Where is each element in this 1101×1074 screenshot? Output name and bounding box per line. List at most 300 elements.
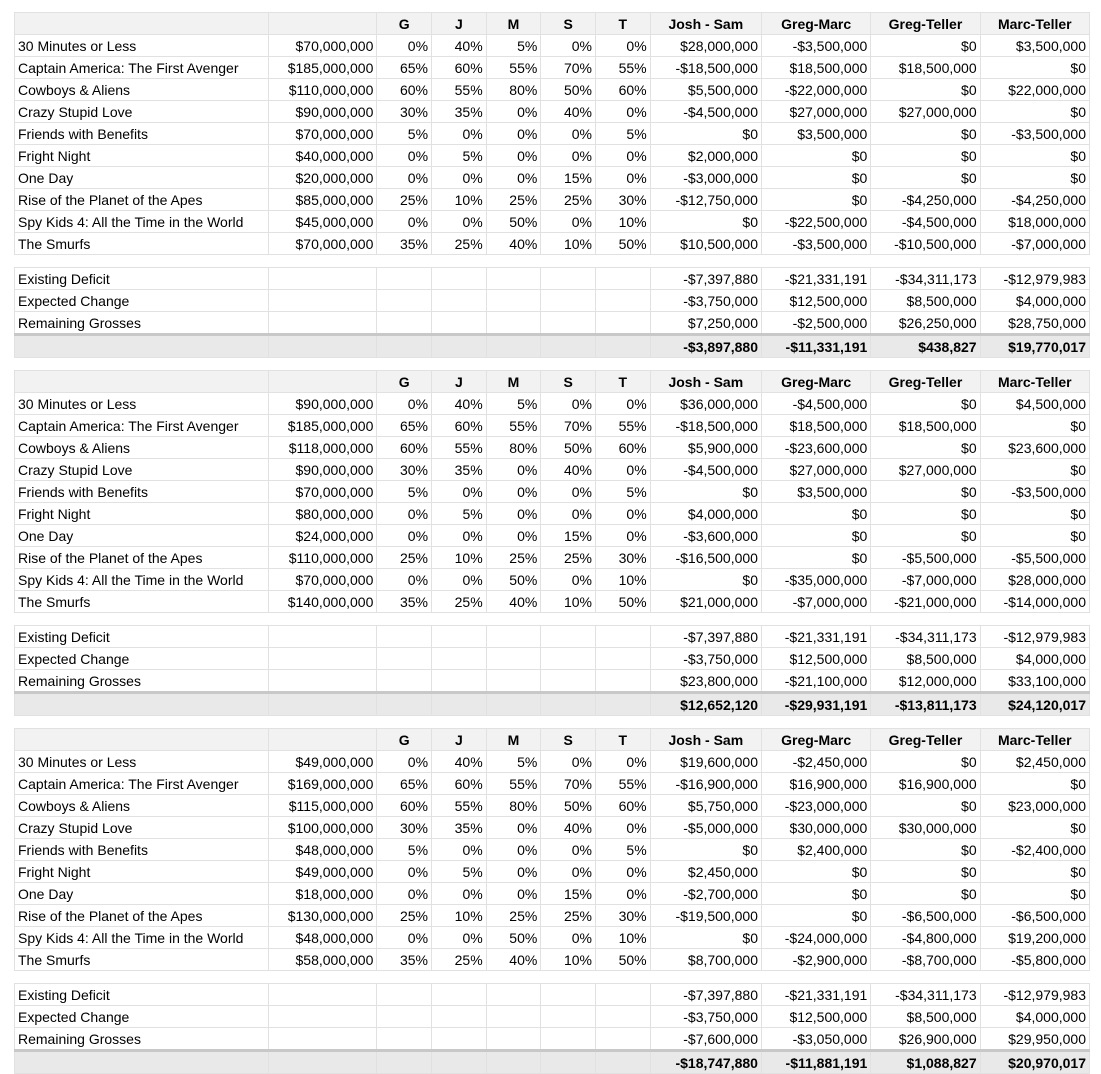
percent-cell[interactable]: 0% (541, 393, 596, 415)
column-header-cell[interactable]: Marc-Teller (980, 371, 1089, 393)
percent-cell[interactable]: 0% (486, 101, 541, 123)
summary-value-cell[interactable]: $33,100,000 (980, 670, 1089, 693)
split-value-cell[interactable]: $2,450,000 (650, 861, 761, 883)
percent-cell[interactable]: 60% (595, 79, 650, 101)
percent-cell[interactable]: 0% (432, 123, 487, 145)
split-value-cell[interactable]: $0 (871, 393, 980, 415)
percent-cell[interactable]: 40% (486, 591, 541, 613)
split-value-cell[interactable]: $27,000,000 (761, 101, 870, 123)
empty-cell[interactable] (15, 335, 269, 358)
percent-cell[interactable]: 5% (377, 481, 432, 503)
gross-cell[interactable]: $70,000,000 (269, 123, 377, 145)
percent-cell[interactable]: 5% (595, 481, 650, 503)
movie-title-cell[interactable]: 30 Minutes or Less (15, 35, 269, 57)
percent-cell[interactable]: 0% (595, 817, 650, 839)
total-value-cell[interactable]: $19,770,017 (980, 335, 1089, 358)
empty-cell[interactable] (269, 613, 377, 626)
split-value-cell[interactable]: $0 (980, 57, 1089, 79)
gross-cell[interactable]: $49,000,000 (269, 861, 377, 883)
percent-cell[interactable]: 10% (541, 949, 596, 971)
summary-value-cell[interactable]: -$2,500,000 (761, 312, 870, 335)
split-value-cell[interactable]: $2,000,000 (650, 145, 761, 167)
split-value-cell[interactable]: $0 (871, 123, 980, 145)
percent-cell[interactable]: 0% (595, 35, 650, 57)
split-value-cell[interactable]: -$5,800,000 (980, 949, 1089, 971)
split-value-cell[interactable]: $0 (871, 79, 980, 101)
empty-cell[interactable] (486, 984, 541, 1006)
split-value-cell[interactable]: -$35,000,000 (761, 569, 870, 591)
empty-cell[interactable] (486, 255, 541, 268)
empty-cell[interactable] (15, 971, 269, 984)
percent-cell[interactable]: 55% (595, 57, 650, 79)
split-value-cell[interactable]: $5,750,000 (650, 795, 761, 817)
total-value-cell[interactable]: $1,088,827 (871, 1051, 980, 1074)
empty-cell[interactable] (541, 335, 596, 358)
empty-cell[interactable] (432, 626, 487, 648)
summary-label-cell[interactable]: Existing Deficit (15, 984, 269, 1006)
split-value-cell[interactable]: -$4,800,000 (871, 927, 980, 949)
empty-cell[interactable] (486, 670, 541, 693)
summary-label-cell[interactable]: Remaining Grosses (15, 670, 269, 693)
percent-cell[interactable]: 0% (432, 525, 487, 547)
summary-value-cell[interactable]: $4,000,000 (980, 290, 1089, 312)
empty-cell[interactable] (432, 1006, 487, 1028)
split-value-cell[interactable]: -$4,500,000 (761, 393, 870, 415)
split-value-cell[interactable]: $5,900,000 (650, 437, 761, 459)
percent-cell[interactable]: 0% (377, 145, 432, 167)
total-value-cell[interactable]: -$18,747,880 (650, 1051, 761, 1074)
percent-cell[interactable]: 40% (486, 233, 541, 255)
empty-cell[interactable] (541, 613, 596, 626)
empty-cell[interactable] (541, 984, 596, 1006)
gross-cell[interactable]: $45,000,000 (269, 211, 377, 233)
split-value-cell[interactable]: $0 (980, 101, 1089, 123)
summary-value-cell[interactable]: $12,500,000 (761, 648, 870, 670)
percent-cell[interactable]: 65% (377, 415, 432, 437)
split-value-cell[interactable]: -$4,500,000 (871, 211, 980, 233)
split-value-cell[interactable]: $3,500,000 (980, 35, 1089, 57)
percent-cell[interactable]: 5% (377, 123, 432, 145)
percent-cell[interactable]: 30% (595, 547, 650, 569)
empty-cell[interactable] (541, 1051, 596, 1074)
split-value-cell[interactable]: $0 (761, 145, 870, 167)
empty-cell[interactable] (595, 255, 650, 268)
percent-cell[interactable]: 0% (377, 525, 432, 547)
split-value-cell[interactable]: $21,000,000 (650, 591, 761, 613)
summary-value-cell[interactable]: $23,800,000 (650, 670, 761, 693)
empty-cell[interactable] (595, 984, 650, 1006)
movie-title-cell[interactable]: Fright Night (15, 145, 269, 167)
summary-value-cell[interactable]: $4,000,000 (980, 648, 1089, 670)
total-value-cell[interactable]: $12,652,120 (650, 693, 761, 716)
summary-value-cell[interactable]: $26,900,000 (871, 1028, 980, 1051)
empty-cell[interactable] (486, 1028, 541, 1051)
split-value-cell[interactable]: $0 (761, 503, 870, 525)
empty-cell[interactable] (595, 670, 650, 693)
split-value-cell[interactable]: $16,900,000 (871, 773, 980, 795)
empty-cell[interactable] (432, 312, 487, 335)
split-value-cell[interactable]: -$6,500,000 (980, 905, 1089, 927)
percent-cell[interactable]: 10% (595, 927, 650, 949)
percent-cell[interactable]: 5% (432, 503, 487, 525)
percent-cell[interactable]: 5% (377, 839, 432, 861)
split-value-cell[interactable]: $2,450,000 (980, 751, 1089, 773)
percent-cell[interactable]: 35% (377, 233, 432, 255)
split-value-cell[interactable]: -$16,500,000 (650, 547, 761, 569)
split-value-cell[interactable]: $5,500,000 (650, 79, 761, 101)
column-header-cell[interactable]: T (595, 729, 650, 751)
percent-cell[interactable]: 0% (486, 817, 541, 839)
split-value-cell[interactable]: $28,000,000 (650, 35, 761, 57)
empty-cell[interactable] (432, 648, 487, 670)
empty-cell[interactable] (377, 648, 432, 670)
split-value-cell[interactable]: -$22,500,000 (761, 211, 870, 233)
percent-cell[interactable]: 0% (541, 839, 596, 861)
total-value-cell[interactable]: -$13,811,173 (871, 693, 980, 716)
split-value-cell[interactable]: $27,000,000 (871, 101, 980, 123)
empty-cell[interactable] (541, 290, 596, 312)
percent-cell[interactable]: 0% (541, 481, 596, 503)
empty-cell[interactable] (595, 290, 650, 312)
empty-cell[interactable] (650, 613, 761, 626)
percent-cell[interactable]: 55% (595, 773, 650, 795)
split-value-cell[interactable]: $19,200,000 (980, 927, 1089, 949)
empty-cell[interactable] (432, 984, 487, 1006)
split-value-cell[interactable]: $0 (761, 905, 870, 927)
movie-title-cell[interactable]: Crazy Stupid Love (15, 459, 269, 481)
percent-cell[interactable]: 25% (486, 189, 541, 211)
split-value-cell[interactable]: -$24,000,000 (761, 927, 870, 949)
column-header-cell[interactable]: S (541, 371, 596, 393)
percent-cell[interactable]: 10% (432, 547, 487, 569)
gross-cell[interactable]: $185,000,000 (269, 415, 377, 437)
empty-cell[interactable] (980, 613, 1089, 626)
percent-cell[interactable]: 0% (486, 839, 541, 861)
empty-cell[interactable] (595, 335, 650, 358)
empty-cell[interactable] (432, 670, 487, 693)
percent-cell[interactable]: 70% (541, 773, 596, 795)
movie-title-cell[interactable]: Cowboys & Aliens (15, 79, 269, 101)
split-value-cell[interactable]: -$8,700,000 (871, 949, 980, 971)
split-value-cell[interactable]: -$3,500,000 (761, 233, 870, 255)
empty-cell[interactable] (432, 1028, 487, 1051)
percent-cell[interactable]: 0% (595, 503, 650, 525)
empty-cell[interactable] (486, 693, 541, 716)
percent-cell[interactable]: 0% (595, 459, 650, 481)
gross-cell[interactable]: $115,000,000 (269, 795, 377, 817)
split-value-cell[interactable]: $27,000,000 (871, 459, 980, 481)
empty-cell[interactable] (871, 613, 980, 626)
empty-cell[interactable] (595, 1006, 650, 1028)
empty-cell[interactable] (432, 335, 487, 358)
split-value-cell[interactable]: -$23,600,000 (761, 437, 870, 459)
empty-cell[interactable] (269, 1028, 377, 1051)
empty-cell[interactable] (541, 268, 596, 290)
percent-cell[interactable]: 25% (541, 547, 596, 569)
column-header-cell[interactable]: Josh - Sam (650, 729, 761, 751)
split-value-cell[interactable]: -$4,500,000 (650, 101, 761, 123)
summary-value-cell[interactable]: -$12,979,983 (980, 268, 1089, 290)
split-value-cell[interactable]: $16,900,000 (761, 773, 870, 795)
summary-value-cell[interactable]: -$21,331,191 (761, 626, 870, 648)
movie-title-cell[interactable]: Spy Kids 4: All the Time in the World (15, 927, 269, 949)
split-value-cell[interactable]: $18,500,000 (871, 415, 980, 437)
percent-cell[interactable]: 50% (595, 233, 650, 255)
percent-cell[interactable]: 25% (541, 905, 596, 927)
summary-value-cell[interactable]: -$34,311,173 (871, 268, 980, 290)
percent-cell[interactable]: 80% (486, 79, 541, 101)
gross-cell[interactable]: $110,000,000 (269, 79, 377, 101)
empty-cell[interactable] (432, 290, 487, 312)
split-value-cell[interactable]: -$2,400,000 (980, 839, 1089, 861)
split-value-cell[interactable]: -$4,250,000 (871, 189, 980, 211)
summary-value-cell[interactable]: -$34,311,173 (871, 984, 980, 1006)
column-header-cell[interactable]: M (486, 371, 541, 393)
gross-cell[interactable]: $70,000,000 (269, 481, 377, 503)
column-header-cell[interactable]: Greg-Teller (871, 371, 980, 393)
percent-cell[interactable]: 0% (541, 503, 596, 525)
empty-cell[interactable] (541, 670, 596, 693)
summary-value-cell[interactable]: $7,250,000 (650, 312, 761, 335)
empty-cell[interactable] (541, 693, 596, 716)
total-value-cell[interactable]: -$29,931,191 (761, 693, 870, 716)
empty-cell[interactable] (377, 1051, 432, 1074)
empty-cell[interactable] (269, 984, 377, 1006)
empty-cell[interactable] (432, 971, 487, 984)
split-value-cell[interactable]: $3,500,000 (761, 123, 870, 145)
movie-title-cell[interactable]: One Day (15, 525, 269, 547)
split-value-cell[interactable]: $0 (650, 569, 761, 591)
gross-cell[interactable]: $100,000,000 (269, 817, 377, 839)
split-value-cell[interactable]: $0 (761, 167, 870, 189)
percent-cell[interactable]: 25% (432, 949, 487, 971)
empty-cell[interactable] (377, 626, 432, 648)
empty-cell[interactable] (486, 626, 541, 648)
percent-cell[interactable]: 50% (486, 211, 541, 233)
split-value-cell[interactable]: $18,500,000 (761, 57, 870, 79)
column-header-cell[interactable]: J (432, 371, 487, 393)
percent-cell[interactable]: 0% (377, 503, 432, 525)
summary-value-cell[interactable]: $12,500,000 (761, 290, 870, 312)
movie-title-cell[interactable]: Captain America: The First Avenger (15, 57, 269, 79)
percent-cell[interactable]: 35% (377, 591, 432, 613)
percent-cell[interactable]: 10% (541, 591, 596, 613)
column-header-cell[interactable] (15, 729, 269, 751)
split-value-cell[interactable]: $0 (871, 167, 980, 189)
empty-cell[interactable] (541, 312, 596, 335)
split-value-cell[interactable]: $18,500,000 (871, 57, 980, 79)
percent-cell[interactable]: 0% (432, 481, 487, 503)
split-value-cell[interactable]: $0 (980, 861, 1089, 883)
split-value-cell[interactable]: $0 (980, 883, 1089, 905)
split-value-cell[interactable]: -$22,000,000 (761, 79, 870, 101)
empty-cell[interactable] (269, 648, 377, 670)
empty-cell[interactable] (377, 255, 432, 268)
split-value-cell[interactable]: $0 (980, 503, 1089, 525)
gross-cell[interactable]: $24,000,000 (269, 525, 377, 547)
percent-cell[interactable]: 0% (595, 393, 650, 415)
percent-cell[interactable]: 0% (377, 883, 432, 905)
empty-cell[interactable] (269, 1051, 377, 1074)
summary-value-cell[interactable]: $4,000,000 (980, 1006, 1089, 1028)
empty-cell[interactable] (486, 312, 541, 335)
split-value-cell[interactable]: $36,000,000 (650, 393, 761, 415)
percent-cell[interactable]: 5% (486, 751, 541, 773)
empty-cell[interactable] (269, 693, 377, 716)
movie-title-cell[interactable]: Rise of the Planet of the Apes (15, 547, 269, 569)
summary-label-cell[interactable]: Remaining Grosses (15, 1028, 269, 1051)
split-value-cell[interactable]: $0 (980, 167, 1089, 189)
split-value-cell[interactable]: -$3,000,000 (650, 167, 761, 189)
summary-value-cell[interactable]: $26,250,000 (871, 312, 980, 335)
empty-cell[interactable] (761, 255, 870, 268)
empty-cell[interactable] (541, 626, 596, 648)
gross-cell[interactable]: $18,000,000 (269, 883, 377, 905)
gross-cell[interactable]: $90,000,000 (269, 393, 377, 415)
summary-label-cell[interactable]: Remaining Grosses (15, 312, 269, 335)
gross-cell[interactable]: $20,000,000 (269, 167, 377, 189)
movie-title-cell[interactable]: The Smurfs (15, 233, 269, 255)
column-header-cell[interactable]: Greg-Marc (761, 13, 870, 35)
gross-cell[interactable]: $140,000,000 (269, 591, 377, 613)
split-value-cell[interactable]: $0 (871, 35, 980, 57)
percent-cell[interactable]: 0% (541, 211, 596, 233)
split-value-cell[interactable]: $0 (871, 145, 980, 167)
split-value-cell[interactable]: $0 (871, 751, 980, 773)
gross-cell[interactable]: $110,000,000 (269, 547, 377, 569)
column-header-cell[interactable]: G (377, 729, 432, 751)
summary-value-cell[interactable]: $29,950,000 (980, 1028, 1089, 1051)
empty-cell[interactable] (486, 1006, 541, 1028)
split-value-cell[interactable]: $0 (761, 861, 870, 883)
column-header-cell[interactable]: Marc-Teller (980, 729, 1089, 751)
percent-cell[interactable]: 5% (432, 861, 487, 883)
empty-cell[interactable] (871, 971, 980, 984)
column-header-cell[interactable]: Marc-Teller (980, 13, 1089, 35)
empty-cell[interactable] (650, 255, 761, 268)
percent-cell[interactable]: 0% (486, 883, 541, 905)
column-header-cell[interactable] (269, 729, 377, 751)
split-value-cell[interactable]: $0 (871, 437, 980, 459)
gross-cell[interactable]: $90,000,000 (269, 459, 377, 481)
percent-cell[interactable]: 25% (377, 547, 432, 569)
split-value-cell[interactable]: -$12,750,000 (650, 189, 761, 211)
empty-cell[interactable] (269, 312, 377, 335)
percent-cell[interactable]: 65% (377, 773, 432, 795)
percent-cell[interactable]: 0% (432, 927, 487, 949)
percent-cell[interactable]: 5% (486, 393, 541, 415)
empty-cell[interactable] (377, 971, 432, 984)
column-header-cell[interactable]: Josh - Sam (650, 371, 761, 393)
percent-cell[interactable]: 60% (595, 437, 650, 459)
empty-cell[interactable] (486, 1051, 541, 1074)
percent-cell[interactable]: 10% (595, 211, 650, 233)
empty-cell[interactable] (486, 335, 541, 358)
split-value-cell[interactable]: -$2,450,000 (761, 751, 870, 773)
column-header-cell[interactable]: S (541, 729, 596, 751)
split-value-cell[interactable]: $0 (871, 861, 980, 883)
percent-cell[interactable]: 30% (377, 459, 432, 481)
percent-cell[interactable]: 55% (595, 415, 650, 437)
percent-cell[interactable]: 70% (541, 415, 596, 437)
split-value-cell[interactable]: -$3,500,000 (761, 35, 870, 57)
summary-value-cell[interactable]: -$3,750,000 (650, 290, 761, 312)
movie-title-cell[interactable]: 30 Minutes or Less (15, 751, 269, 773)
percent-cell[interactable]: 10% (595, 569, 650, 591)
percent-cell[interactable]: 5% (432, 145, 487, 167)
summary-value-cell[interactable]: -$7,397,880 (650, 626, 761, 648)
movie-title-cell[interactable]: Captain America: The First Avenger (15, 415, 269, 437)
column-header-cell[interactable]: Greg-Teller (871, 13, 980, 35)
split-value-cell[interactable]: -$4,250,000 (980, 189, 1089, 211)
split-value-cell[interactable]: $0 (761, 883, 870, 905)
summary-value-cell[interactable]: -$21,331,191 (761, 984, 870, 1006)
percent-cell[interactable]: 55% (432, 437, 487, 459)
percent-cell[interactable]: 0% (595, 101, 650, 123)
split-value-cell[interactable]: $0 (761, 525, 870, 547)
split-value-cell[interactable]: -$2,900,000 (761, 949, 870, 971)
split-value-cell[interactable]: $30,000,000 (761, 817, 870, 839)
empty-cell[interactable] (377, 1028, 432, 1051)
percent-cell[interactable]: 35% (432, 817, 487, 839)
empty-cell[interactable] (269, 626, 377, 648)
percent-cell[interactable]: 60% (432, 773, 487, 795)
empty-cell[interactable] (15, 693, 269, 716)
total-value-cell[interactable]: $24,120,017 (980, 693, 1089, 716)
empty-cell[interactable] (269, 971, 377, 984)
empty-cell[interactable] (377, 268, 432, 290)
percent-cell[interactable]: 60% (432, 415, 487, 437)
summary-value-cell[interactable]: -$21,100,000 (761, 670, 870, 693)
percent-cell[interactable]: 30% (595, 189, 650, 211)
summary-value-cell[interactable]: $12,500,000 (761, 1006, 870, 1028)
percent-cell[interactable]: 55% (486, 415, 541, 437)
summary-value-cell[interactable]: $8,500,000 (871, 648, 980, 670)
split-value-cell[interactable]: -$21,000,000 (871, 591, 980, 613)
gross-cell[interactable]: $130,000,000 (269, 905, 377, 927)
percent-cell[interactable]: 35% (377, 949, 432, 971)
split-value-cell[interactable]: $0 (980, 459, 1089, 481)
split-value-cell[interactable]: $0 (761, 189, 870, 211)
percent-cell[interactable]: 0% (595, 883, 650, 905)
percent-cell[interactable]: 65% (377, 57, 432, 79)
empty-cell[interactable] (650, 971, 761, 984)
summary-value-cell[interactable]: -$34,311,173 (871, 626, 980, 648)
empty-cell[interactable] (15, 613, 269, 626)
percent-cell[interactable]: 0% (486, 459, 541, 481)
percent-cell[interactable]: 5% (595, 839, 650, 861)
split-value-cell[interactable]: $0 (871, 795, 980, 817)
percent-cell[interactable]: 40% (432, 751, 487, 773)
percent-cell[interactable]: 15% (541, 167, 596, 189)
percent-cell[interactable]: 40% (541, 459, 596, 481)
summary-value-cell[interactable]: -$3,750,000 (650, 648, 761, 670)
percent-cell[interactable]: 80% (486, 795, 541, 817)
split-value-cell[interactable]: -$19,500,000 (650, 905, 761, 927)
empty-cell[interactable] (377, 312, 432, 335)
split-value-cell[interactable]: -$7,000,000 (980, 233, 1089, 255)
percent-cell[interactable]: 0% (377, 569, 432, 591)
summary-label-cell[interactable]: Expected Change (15, 290, 269, 312)
empty-cell[interactable] (595, 1028, 650, 1051)
movie-title-cell[interactable]: Rise of the Planet of the Apes (15, 189, 269, 211)
movie-title-cell[interactable]: Cowboys & Aliens (15, 437, 269, 459)
percent-cell[interactable]: 30% (595, 905, 650, 927)
movie-title-cell[interactable]: Captain America: The First Avenger (15, 773, 269, 795)
empty-cell[interactable] (432, 255, 487, 268)
percent-cell[interactable]: 0% (541, 35, 596, 57)
empty-cell[interactable] (377, 613, 432, 626)
